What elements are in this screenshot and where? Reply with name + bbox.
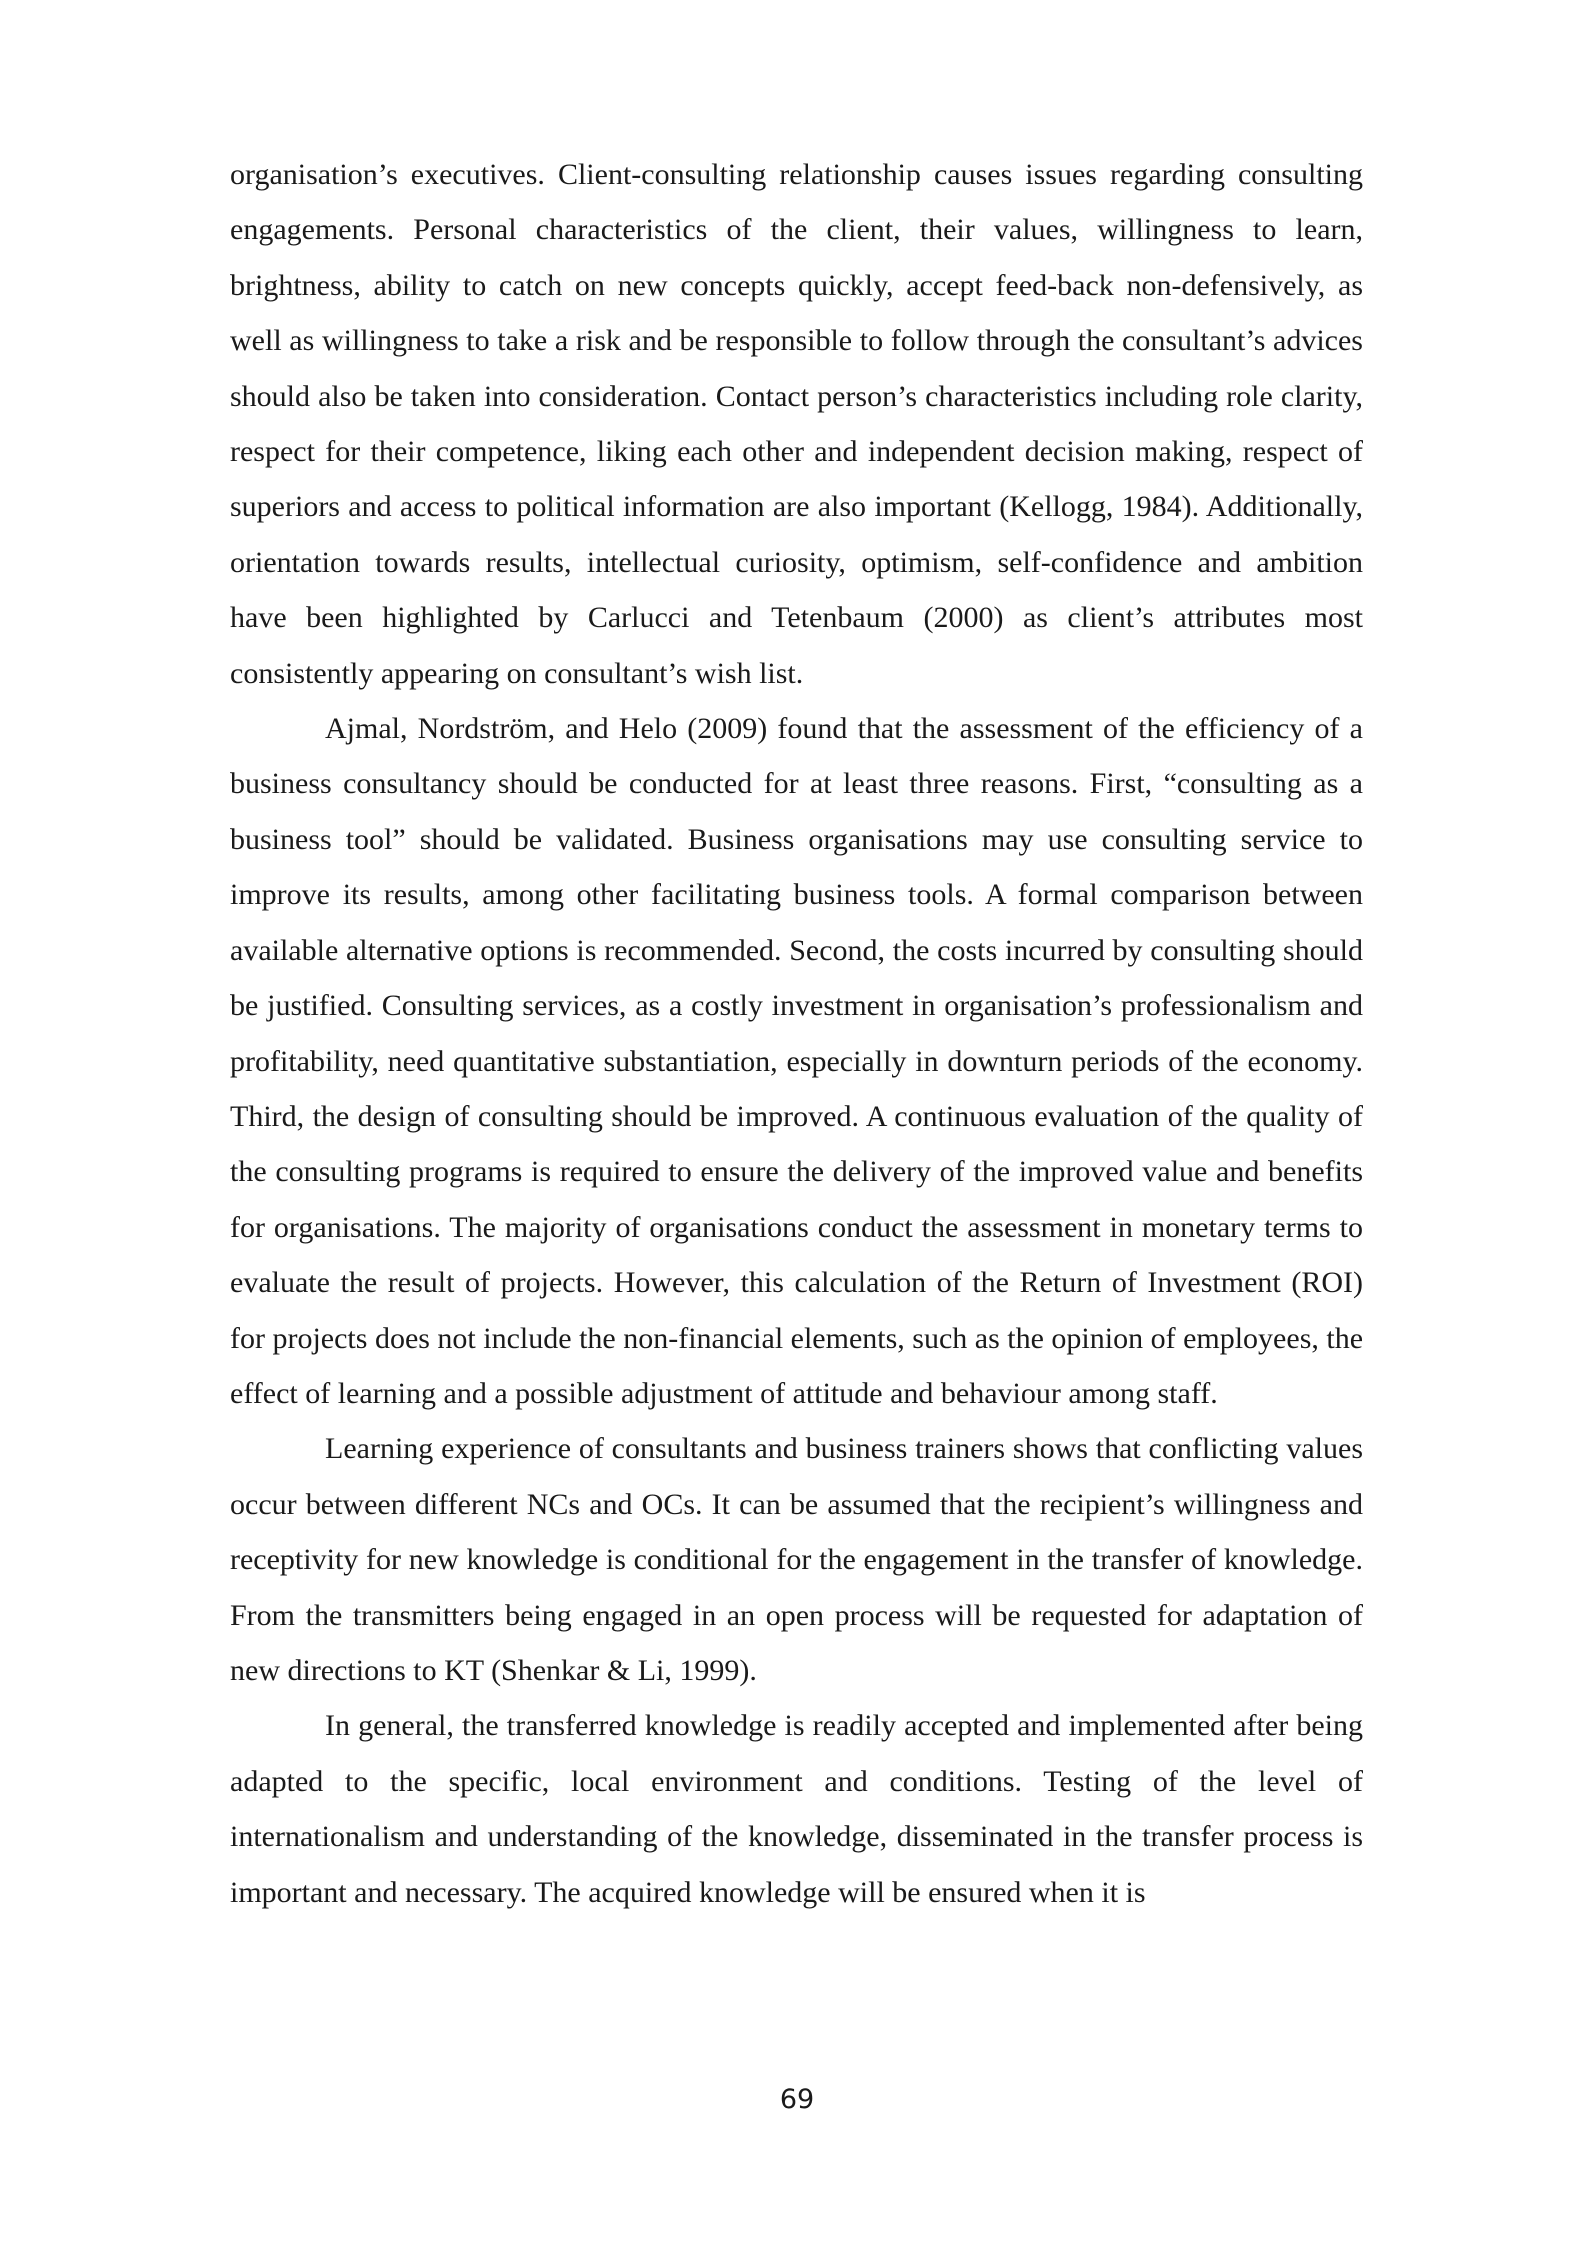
paragraph-4: In general, the transferred knowledge is readily accepted and implemented after being adapted to the specific, local environment and conditions. Testing of the level of internationalism and understanding of the knowledge, disseminated in the transfer process is important and necessary. The acquired knowledge will be ensured when it is: [230, 1709, 1363, 1909]
page-number: 69: [779, 2084, 815, 2115]
paragraph-1: organisation’s executives. Client-consulting relationship causes issues regarding consulting engagements. Personal characteristics of the client, their values, willingness to learn, brightness, ability to catch on new concepts quickly, accept feed-back non-defensively, as well as willingness to take a risk and be responsible to follow through the consultant’s advices should also be taken into consideration. Contact person’s characteristics including role clarity, respect for their competence, liking each other and independent decision making, respect of superiors and access to political information are also important (Kellogg, 1984). Additionally, orientation towards results, intellectual curiosity, optimism, self-confidence and ambition have been highlighted by Carlucci and Tetenbaum (2000) as client’s attributes most consistently appearing on consultant’s wish list.: [230, 158, 1363, 690]
body-text: [230, 147, 1363, 1920]
paragraph-2: Ajmal, Nordström, and Helo (2009) found that the assessment of the efficiency of a business consultancy should be conducted for at least three reasons. First, “consulting as a business tool” should be validated. Business organisations may use consulting service to improve its results, among other facilitating business tools. A formal comparison between available alternative options is recommended. Second, the costs incurred by consulting should be justified. Consulting services, as a costly investment in organisation’s professionalism and profitability, need quantitative substantiation, especially in downturn periods of the economy. Third, the design of consulting should be improved. A continuous evaluation of the quality of the consulting programs is required to ensure the delivery of the improved value and benefits for organisations. The majority of organisations conduct the assessment in monetary terms to evaluate the result of projects. However, this calculation of the Return of Investment (ROI) for projects does not include the non-financial elements, such as the opinion of employees, the effect of learning and a possible adjustment of attitude and behaviour among staff.: [230, 712, 1364, 1410]
paragraph-3: Learning experience of consultants and business trainers shows that conflicting values occur between different NCs and OCs. It can be assumed that the recipient’s willingness and receptivity for new knowledge is conditional for the engagement in the transfer of knowledge. From the transmitters being engaged in an open process will be requested for adaptation of new directions to KT (Shenkar & Li, 1999).: [230, 1432, 1363, 1687]
